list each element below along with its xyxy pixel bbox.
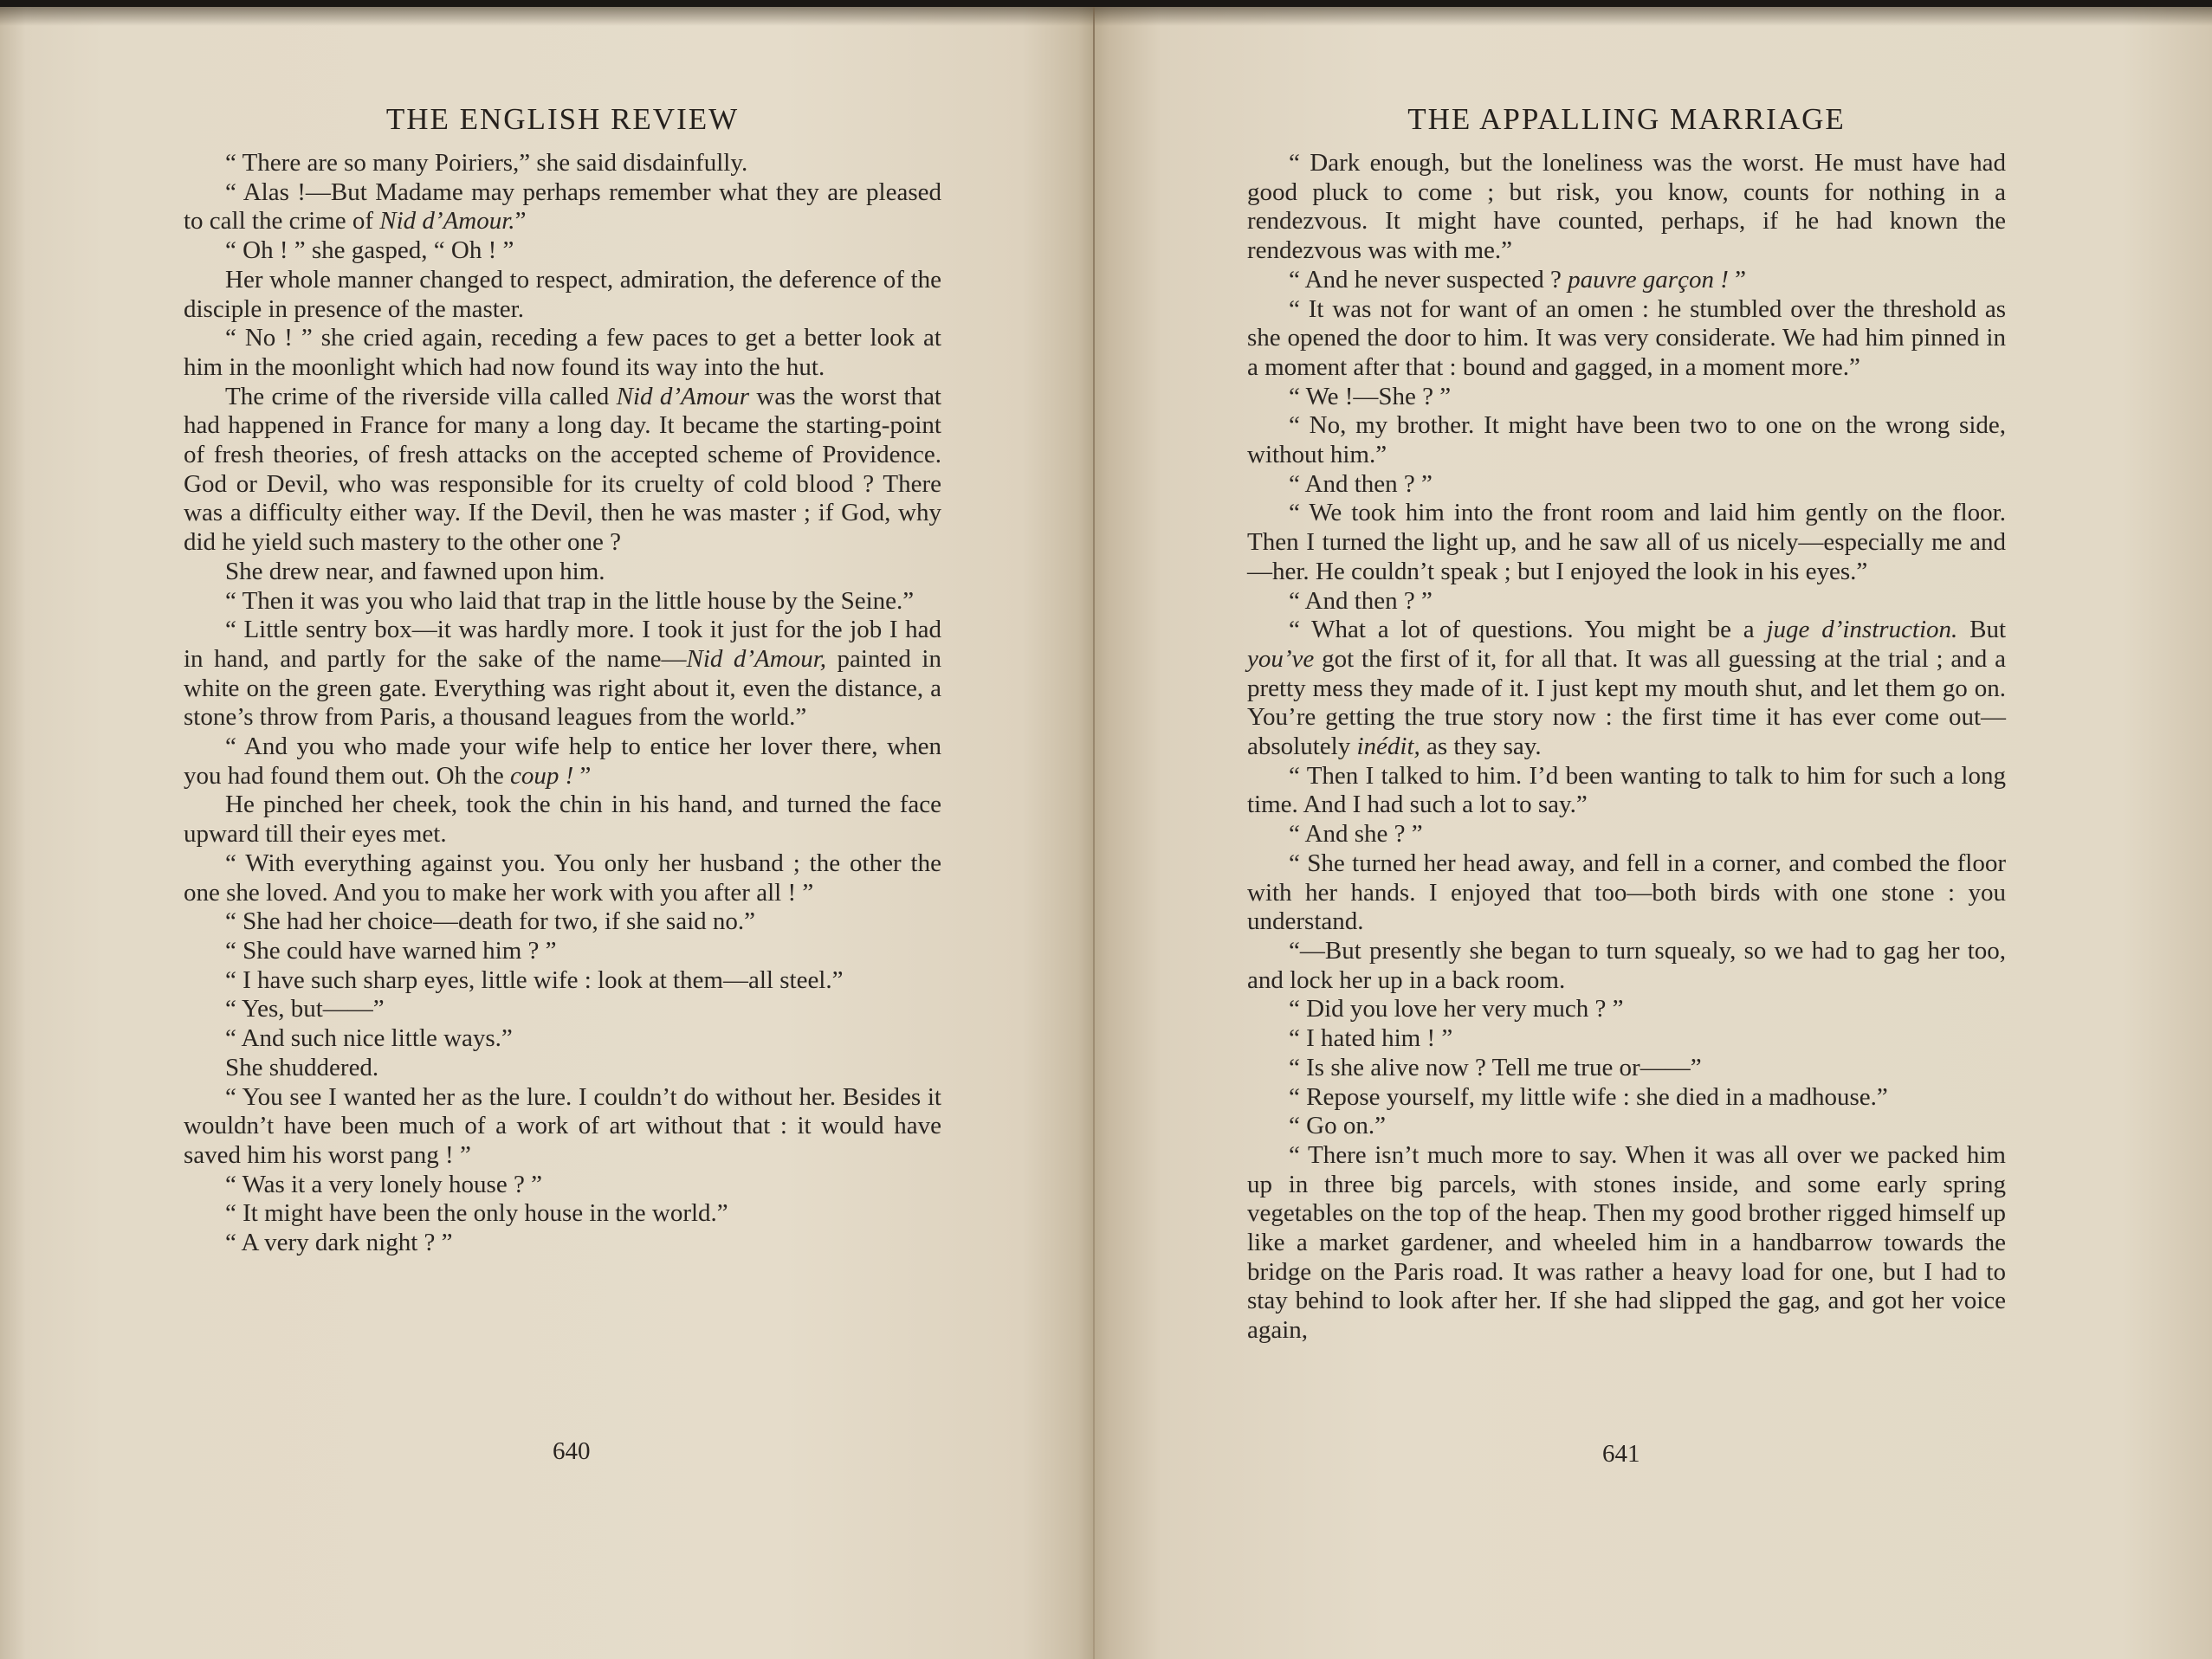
paragraph: “ And he never suspected ? pauvre garçon ! ” [1289,265,1747,294]
paragraph: “ With everything against you. You only her husband ; the other the one she loved. And you to make her work with you after all ! ” [184,849,941,907]
paragraph: “ We took him into the front room and laid him gently on the floor. Then I turned the light up, and he saw all of us nicely—especially me and—her. He couldn’t speak ; but I enjoyed the look in his eyes.” [1247,499,2006,585]
left-page-number: 640 [553,1437,591,1465]
paragraph: “ It was not for want of an omen : he stumbled over the threshold as she opened the door to him. It was very considerate. We had him pinned in a moment after that : bound and gagged, in a moment more.” [1247,294,2006,381]
paragraph: She shuddered. [225,1053,379,1081]
left-page [184,102,941,1258]
left-page-text [184,149,941,1258]
paragraph: “ Then it was you who laid that trap in the little house by the Seine.” [225,586,915,615]
paragraph: “ And then ? ” [1289,586,1433,615]
paragraph: “ And then ? ” [1289,469,1433,498]
paragraph: “ She could have warned him ? ” [225,936,557,965]
paragraph: “ Then I talked to him. I’d been wanting to talk to him for such a long time. And I had such a lot to say.” [1247,761,2006,819]
paragraph: “ A very dark night ? ” [225,1229,453,1257]
paragraph: “ Repose yourself, my little wife : she died in a madhouse.” [1289,1082,1888,1111]
paragraph: The crime of the riverside villa called Nid d’Amour was the worst that had happened in France for many a long day. It became the starting-point of fresh theories, of fresh attacks on the accepted scheme of Providence. God or Devil, who was responsible for its cruelty of cold blood ? There was a difficulty either way. If the Devil, then he was master ; if God, why did he yield such mastery to the other one ? [184,382,941,557]
paragraph: “ And you who made your wife help to entice her lover there, when you had found them out. Oh the coup ! ” [184,733,941,790]
paragraph: She drew near, and fawned upon him. [225,557,605,585]
paragraph: “ Is she alive now ? Tell me true or——” [1289,1053,1702,1081]
paragraph: He pinched her cheek, took the chin in his hand, and turned the face upward till their eyes met. [184,791,941,849]
right-page-text [1247,149,2006,1346]
paragraph: “ No, my brother. It might have been two to one on the wrong side, without him.” [1247,411,2006,469]
paragraph: Her whole manner changed to respect, admiration, the deference of the disciple in presence of the master. [184,265,941,323]
paragraph: “ Go on.” [1289,1112,1386,1140]
paragraph: “ There are so many Poiriers,” she said disdainfully. [225,149,748,177]
book-gutter [1093,7,1095,1659]
paragraph: “ Did you love her very much ? ” [1289,995,1624,1023]
paragraph: “ We !—She ? ” [1289,382,1452,410]
right-running-head: THE APPALLING MARRIAGE [1407,102,1846,136]
paragraph: “ And such nice little ways.” [225,1024,513,1053]
paragraph: “ There isn’t much more to say. When it was all over we packed him up in three big parcels, with stones inside, and some early spring vegetables on the top of the heap. Then my good brother rigged himself up like a market gardener, and wheeled him in a handbarrow towards the bridge on the Paris road. It was rather a heavy load for one, but I had to stay behind to look after her. If she had slipped the gag, and got her voice again, [1247,1140,2006,1345]
right-page-number: 641 [1602,1440,1640,1468]
paragraph: “ I hated him ! ” [1289,1024,1453,1053]
paragraph: “ Yes, but——” [225,995,385,1023]
paragraph: “ You see I wanted her as the lure. I couldn’t do without her. Besides it wouldn’t have been much of a work of art without that : it would have saved him his worst pang ! ” [184,1082,941,1169]
paragraph: “ Dark enough, but the loneliness was the worst. He must have had good pluck to come ; but risk, you know, counts for nothing in a rendezvous. It might have counted, perhaps, if he had known the rendezvous was with me.” [1247,149,2006,265]
paragraph: “ She turned her head away, and fell in a corner, and combed the floor with her hands. I enjoyed that too—both birds with one stone : you understand. [1247,849,2006,936]
top-edge-shadow [0,7,2212,26]
right-page [1247,102,2006,1346]
paragraph: “ What a lot of questions. You might be a juge d’instruction. But you’ve got the first of it, for all that. It was all guessing at the trial ; and a pretty mess they made of it. I just kept my mouth shut, and let them go on. You’re getting the true story now : the first time it has ever come out—absolutely inédit, as they say. [1247,616,2006,761]
paragraph: “ I have such sharp eyes, little wife : look at them—all steel.” [225,965,844,994]
paragraph: “ No ! ” she cried again, receding a few paces to get a better look at him in the moonlight which had now found its way into the hut. [184,324,941,381]
paragraph: “ It might have been the only house in the world.” [225,1199,728,1228]
paragraph: “ She had her choice—death for two, if she said no.” [225,907,756,936]
paragraph: “ Alas !—But Madame may perhaps remember what they are pleased to call the crime of Nid d’Amour.” [184,178,941,236]
paragraph: “—But presently she began to turn squealy, so we had to gag her too, and lock her up in a back room. [1247,936,2006,994]
paragraph: “ Was it a very lonely house ? ” [225,1170,542,1198]
left-running-head: THE ENGLISH REVIEW [385,102,740,136]
paragraph: “ And she ? ” [1289,820,1423,849]
paragraph: “ Little sentry box—it was hardly more. I took it just for the job I had in hand, and partly for the sake of the name—Nid d’Amour, painted in white on the green gate. Everything was right about it, even the distance, a stone’s throw from Paris, a thousand leagues from the world.” [184,616,941,732]
paragraph: “ Oh ! ” she gasped, “ Oh ! ” [225,236,514,265]
